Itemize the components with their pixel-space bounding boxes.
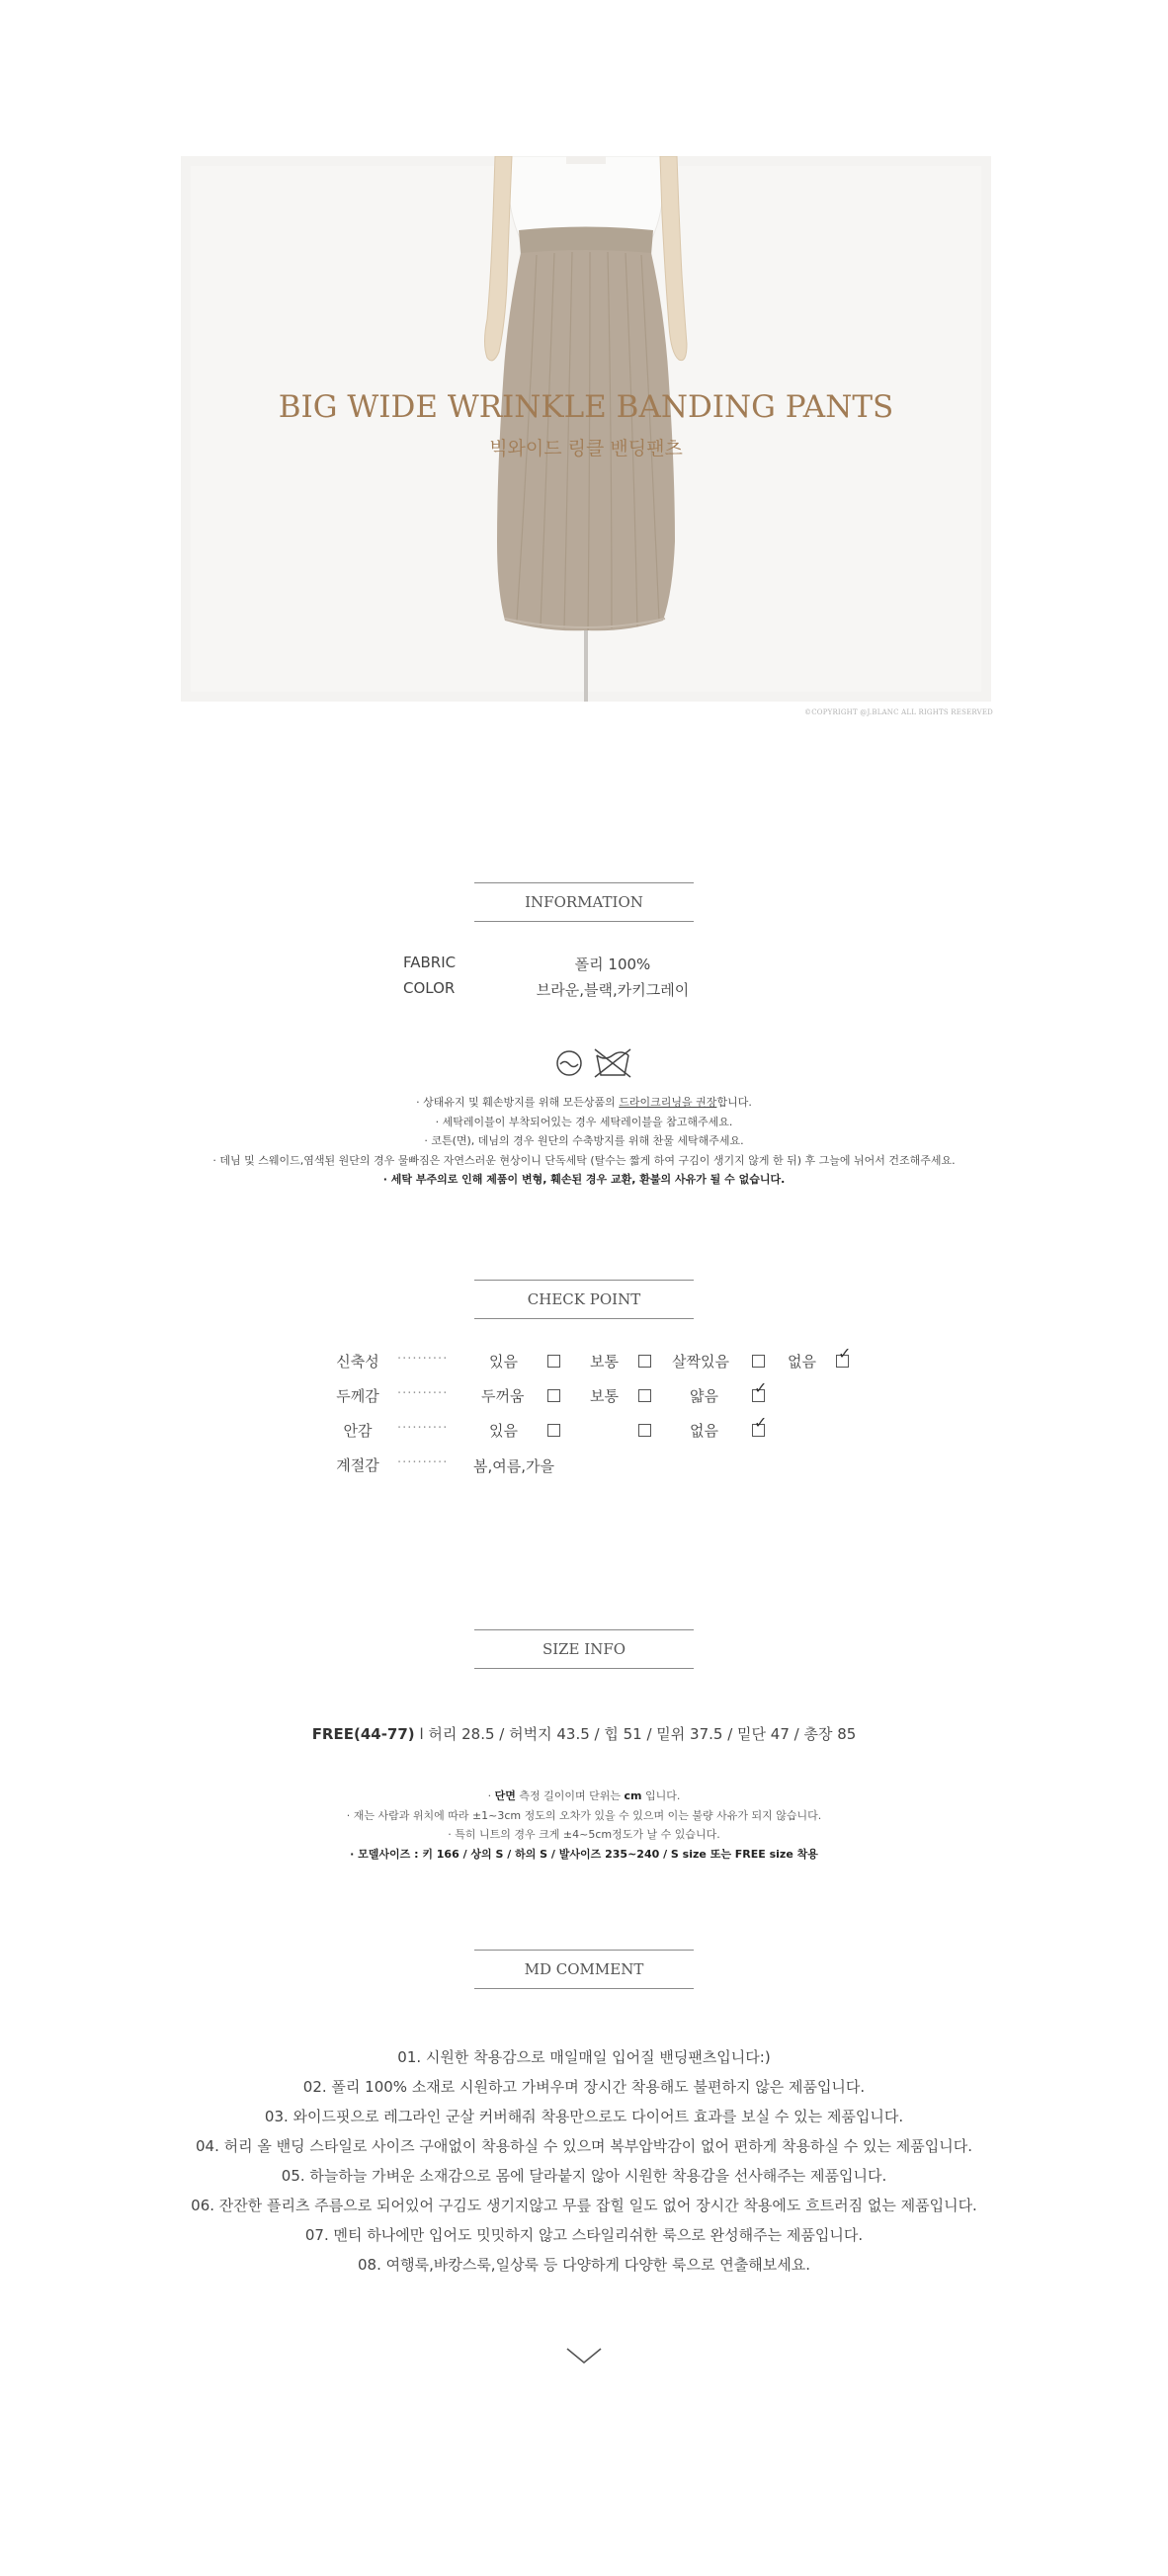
check-icon: ✓	[838, 1344, 852, 1363]
size-name: FREE(44-77)	[311, 1725, 415, 1743]
cp-label-lining: 안감	[343, 1422, 373, 1440]
checkbox	[638, 1355, 651, 1368]
check-icon: ✓	[754, 1413, 768, 1432]
cp-option: 있음	[489, 1353, 518, 1371]
size-measurements	[0, 1723, 1168, 1744]
cp-label-thickness: 두께감	[336, 1387, 379, 1405]
size-note-1: · 단면 측정 길이이며 단위는 cm 입니다.	[487, 1789, 681, 1802]
chevron-down-icon	[564, 2345, 604, 2367]
cp-label-stretch: 신축성	[336, 1353, 379, 1371]
size-heading: SIZE INFO	[474, 1629, 694, 1669]
checkbox	[547, 1389, 560, 1402]
hero-image	[181, 156, 991, 702]
checkbox	[638, 1424, 651, 1437]
md-heading: MD COMMENT	[474, 1950, 694, 1989]
cp-option: 없음	[788, 1353, 816, 1371]
product-title-en: BIG WIDE WRINKLE BANDING PANTS	[278, 389, 894, 425]
checkpoint-heading: CHECK POINT	[474, 1280, 694, 1319]
md-line: 04. 허리 올 밴딩 스타일로 사이즈 구애없이 착용하실 수 있으며 복부압박감이 없어 편하게 착용하실 수 있는 제품입니다.	[196, 2137, 972, 2155]
cp-season-value: 봄,여름,가을	[473, 1457, 554, 1475]
md-line: 06. 잔잔한 플리츠 주름으로 되어있어 구김도 생기지않고 무릎 잡힐 일도 없어 장시간 착용에도 흐트러짐 없는 제품입니다.	[191, 2197, 977, 2214]
check-icon: ✓	[754, 1378, 768, 1397]
checkbox	[752, 1355, 765, 1368]
size-note-3: · 특히 니트의 경우 크게 ±4~5cm정도가 날 수 있습니다.	[448, 1828, 720, 1841]
cp-dots: ··········	[397, 1455, 449, 1470]
care-line-4: · 데님 및 스웨이드,염색된 원단의 경우 물빠짐은 자연스러운 현상이니 단독세탁 (탈수는 짧게 하여 구김이 생기지 않게 한 뒤) 후 그늘에 뉘어서 건조해주세요.	[212, 1153, 956, 1167]
hand-wash-icon	[555, 1049, 583, 1077]
cp-option: 보통	[590, 1353, 619, 1371]
care-recommend: 드라이크리닝을 권장	[619, 1096, 717, 1109]
cp-label-season: 계절감	[336, 1456, 379, 1474]
cp-dots: ··········	[397, 1386, 449, 1401]
care-line-5: · 세탁 부주의로 인해 제품이 변형, 훼손된 경우 교환, 환불의 사유가 될 수 없습니다.	[382, 1173, 786, 1186]
copyright-text: ©COPYRIGHT @J.BLANC ALL RIGHTS RESERVED	[804, 708, 993, 716]
cp-option: 두꺼움	[481, 1387, 525, 1405]
size-note-2: · 재는 사람과 위치에 따라 ±1~3cm 정도의 오차가 있을 수 있으며 이는 불량 사유가 되지 않습니다.	[346, 1808, 822, 1822]
cp-dots: ··········	[397, 1352, 449, 1367]
cp-option: 없음	[690, 1422, 718, 1440]
no-machine-wash-icon	[593, 1047, 632, 1079]
cp-option: 있음	[489, 1422, 518, 1440]
md-line: 05. 하늘하늘 가벼운 소재감으로 몸에 달라붙지 않아 시원한 착용감을 선사해주는 제품입니다.	[281, 2167, 887, 2185]
md-line: 08. 여행룩,바캉스룩,일상룩 등 다양하게 다양한 룩으로 연출해보세요.	[357, 2256, 810, 2274]
cp-option: 살짝있음	[672, 1353, 729, 1371]
care-instructions	[148, 1093, 1020, 1190]
cp-dots: ··········	[397, 1421, 449, 1436]
size-notes	[148, 1787, 1020, 1864]
care-line-3: · 코튼(면), 데님의 경우 원단의 수축방지를 위해 찬물 세탁해주세요.	[424, 1134, 744, 1147]
information-heading: INFORMATION	[474, 882, 694, 922]
md-line: 07. 멘티 하나에만 입어도 밋밋하지 않고 스타일리쉬한 룩으로 완성해주는 제품입니다.	[304, 2226, 864, 2244]
size-note-model: · 모델사이즈 : 키 166 / 상의 S / 하의 S / 발사이즈 235~240 / S size 또는 FREE size 착용	[350, 1847, 818, 1861]
info-value-color: 브라운,블랙,카키그레이	[536, 981, 690, 999]
checkbox	[547, 1424, 560, 1437]
md-line: 03. 와이드핏으로 레그라인 군살 커버해줘 착용만으로도 다이어트 효과를 보실 수 있는 제품입니다.	[264, 2108, 904, 2125]
product-photo	[181, 156, 991, 702]
cp-option: 보통	[590, 1387, 619, 1405]
checkbox	[638, 1389, 651, 1402]
info-label-fabric: FABRIC	[403, 954, 457, 971]
checkbox	[547, 1355, 560, 1368]
cp-option: 얇음	[690, 1387, 718, 1405]
size-values: 허리 28.5 / 허벅지 43.5 / 힙 51 / 밑위 37.5 / 밑단 47 / 총장 85	[428, 1725, 857, 1743]
care-line-1: · 상태유지 및 훼손방지를 위해 모든상품의 드라이크리닝을 권장합니다.	[416, 1096, 752, 1109]
md-line: 01. 시원한 착용감으로 매일매일 입어질 밴딩팬츠입니다:)	[397, 2048, 771, 2066]
info-value-fabric: 폴리 100%	[574, 956, 651, 973]
product-title-ko: 빅와이드 링클 밴딩팬츠	[489, 438, 683, 459]
care-line-2: · 세탁레이블이 부착되어있는 경우 세탁레이블을 참고해주세요.	[435, 1115, 733, 1128]
info-label-color: COLOR	[403, 979, 456, 997]
md-line: 02. 폴리 100% 소재로 시원하고 가벼우며 장시간 착용해도 불편하지 않은 제품입니다.	[302, 2078, 866, 2096]
size-separator: l	[414, 1725, 429, 1743]
